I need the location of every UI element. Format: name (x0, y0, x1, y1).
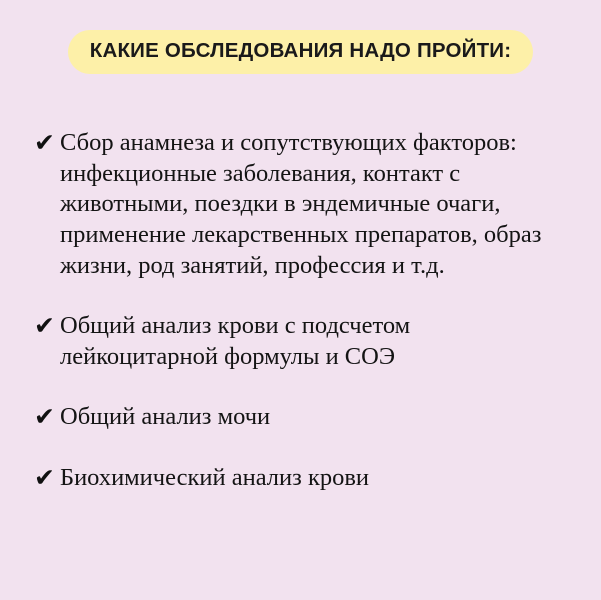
list-item (34, 402, 574, 433)
check-icon: ✔ (34, 128, 55, 157)
list-item-label: Биохимический анализ крови (60, 464, 370, 491)
list-item-label: Общий анализ крови с подсчетом лейкоцитарной формулы и СОЭ (60, 312, 411, 370)
check-icon: ✔ (34, 463, 55, 492)
header-container (0, 30, 601, 74)
page-title: КАКИЕ ОБСЛЕДОВАНИЯ НАДО ПРОЙТИ: (68, 30, 534, 74)
check-icon: ✔ (34, 311, 55, 341)
list-item (34, 463, 574, 494)
check-icon: ✔ (34, 402, 55, 432)
list-item (34, 128, 574, 281)
list-item (34, 311, 574, 372)
list-item-label: Сбор анамнеза и сопутствующих факторов: инфекционные заболевания, контакт с животными, поездки в эндемичные очаги, применение лекарственных препаратов, образ жизни, род занятий, профессия и т.д. (60, 129, 542, 279)
list-item-label: Общий анализ мочи (60, 403, 271, 431)
checklist (34, 128, 574, 494)
